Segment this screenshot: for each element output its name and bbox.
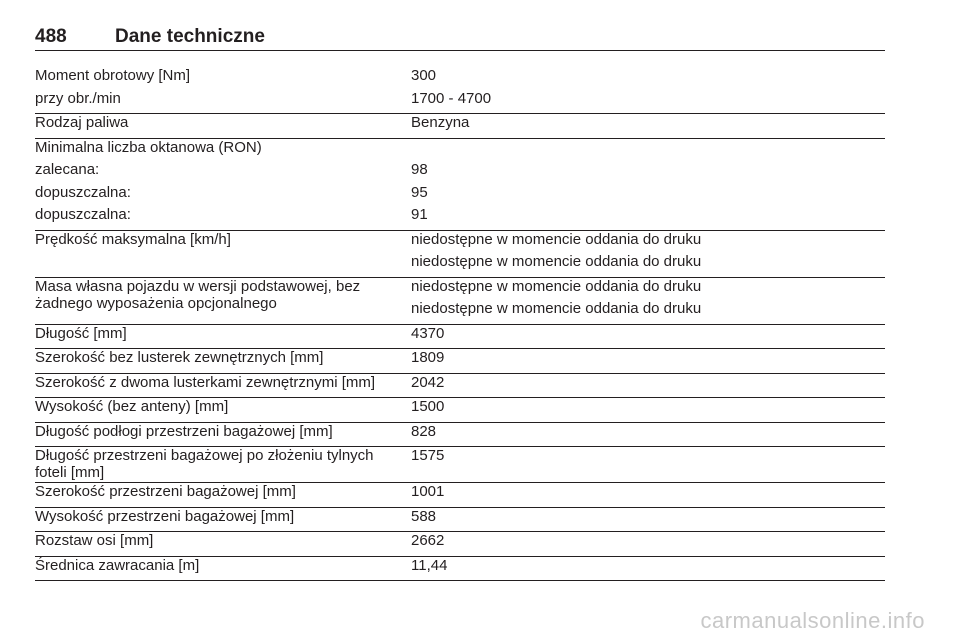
spec-row bbox=[35, 508, 885, 531]
spec-label bbox=[35, 253, 411, 276]
spec-label: Rozstaw osi [mm] bbox=[35, 532, 154, 549]
spec-group-load-floor-length bbox=[35, 423, 885, 448]
spec-row bbox=[35, 374, 885, 397]
spec-label: Szerokość przestrzeni bagażowej [mm] bbox=[35, 483, 296, 500]
spec-label: przy obr./min bbox=[35, 89, 121, 107]
spec-row bbox=[35, 423, 885, 446]
spec-row bbox=[35, 161, 885, 184]
spec-value: 1500 bbox=[411, 398, 445, 415]
spec-value: 91 bbox=[411, 206, 428, 223]
spec-row bbox=[35, 325, 885, 348]
spec-row bbox=[35, 184, 885, 207]
spec-value: 300 bbox=[411, 67, 437, 84]
spec-label: Masa własna pojazdu w wersji podstawowej, bez żadnego wyposażenia opcjonalnego bbox=[35, 277, 361, 312]
spec-label: Szerokość bez lusterek zewnętrznych [mm] bbox=[35, 349, 324, 366]
spec-label: Minimalna liczba oktanowa (RON) bbox=[35, 138, 262, 156]
spec-row bbox=[35, 483, 885, 506]
spec-value: Benzyna bbox=[411, 114, 470, 131]
spec-label: dopuszczalna: bbox=[35, 183, 131, 201]
spec-group-octane bbox=[35, 139, 885, 231]
spec-value: 828 bbox=[411, 422, 437, 440]
spec-value: 588 bbox=[411, 507, 437, 525]
spec-label: Wysokość przestrzeni bagażowej [mm] bbox=[35, 507, 295, 525]
spec-table bbox=[35, 67, 885, 581]
spec-row bbox=[35, 206, 885, 229]
spec-row bbox=[35, 349, 885, 372]
spec-label: Długość [mm] bbox=[35, 324, 127, 342]
page-header bbox=[35, 26, 885, 51]
spec-label: zalecana: bbox=[35, 161, 100, 178]
page-number: 488 bbox=[35, 26, 67, 47]
chapter-title: Dane techniczne bbox=[115, 26, 265, 47]
spec-group-load-width bbox=[35, 483, 885, 508]
spec-group-height bbox=[35, 398, 885, 423]
spec-value: 4370 bbox=[411, 324, 445, 342]
spec-row bbox=[35, 231, 885, 254]
spec-label: dopuszczalna: bbox=[35, 206, 131, 223]
spec-value: niedostępne w momencie oddania do druku bbox=[411, 300, 702, 317]
spec-value: 1001 bbox=[411, 483, 445, 500]
spec-label: Moment obrotowy [Nm] bbox=[35, 67, 191, 84]
spec-group-turning-circle bbox=[35, 557, 885, 582]
spec-row bbox=[35, 253, 885, 276]
spec-value: 11,44 bbox=[411, 556, 448, 574]
spec-group-load-height bbox=[35, 508, 885, 533]
spec-group-length bbox=[35, 325, 885, 350]
spec-value: niedostępne w momencie oddania do druku bbox=[411, 253, 702, 270]
spec-value: 2042 bbox=[411, 373, 445, 391]
spec-row bbox=[35, 90, 885, 113]
spec-value: 1700 - 4700 bbox=[411, 89, 492, 107]
spec-row bbox=[35, 114, 885, 137]
spec-row bbox=[35, 398, 885, 421]
spec-label: Długość podłogi przestrzeni bagażowej [mm] bbox=[35, 422, 333, 440]
spec-row bbox=[35, 557, 885, 580]
spec-group-torque bbox=[35, 67, 885, 114]
spec-row bbox=[35, 139, 885, 162]
spec-row bbox=[35, 278, 885, 323]
watermark: carmanualsonline.info bbox=[700, 608, 925, 633]
spec-group-fuel bbox=[35, 114, 885, 139]
spec-group-width-mirrors bbox=[35, 374, 885, 399]
spec-label: Rodzaj paliwa bbox=[35, 114, 129, 131]
spec-value: 2662 bbox=[411, 532, 445, 549]
spec-group-curb-weight bbox=[35, 278, 885, 325]
spec-label: Średnica zawracania [m] bbox=[35, 556, 200, 574]
spec-label: Szerokość z dwoma lusterkami zewnętrznymi [mm] bbox=[35, 373, 376, 391]
spec-row bbox=[35, 447, 885, 481]
spec-row bbox=[35, 67, 885, 90]
spec-group-wheelbase bbox=[35, 532, 885, 557]
spec-value: 95 bbox=[411, 183, 428, 201]
spec-label: Długość przestrzeni bagażowej po złożeniu tylnych foteli [mm] bbox=[35, 447, 374, 481]
spec-group-max-speed bbox=[35, 231, 885, 278]
spec-group-width bbox=[35, 349, 885, 374]
spec-value: 98 bbox=[411, 161, 428, 178]
spec-label: Prędkość maksymalna [km/h] bbox=[35, 230, 231, 248]
spec-value: niedostępne w momencie oddania do druku bbox=[411, 277, 702, 295]
spec-group-load-length-seats-folded bbox=[35, 447, 885, 483]
spec-value bbox=[411, 139, 885, 162]
spec-value: niedostępne w momencie oddania do druku bbox=[411, 230, 702, 248]
spec-row bbox=[35, 532, 885, 555]
spec-value: 1809 bbox=[411, 349, 445, 366]
spec-label: Wysokość (bez anteny) [mm] bbox=[35, 398, 229, 415]
spec-value: 1575 bbox=[411, 447, 445, 464]
